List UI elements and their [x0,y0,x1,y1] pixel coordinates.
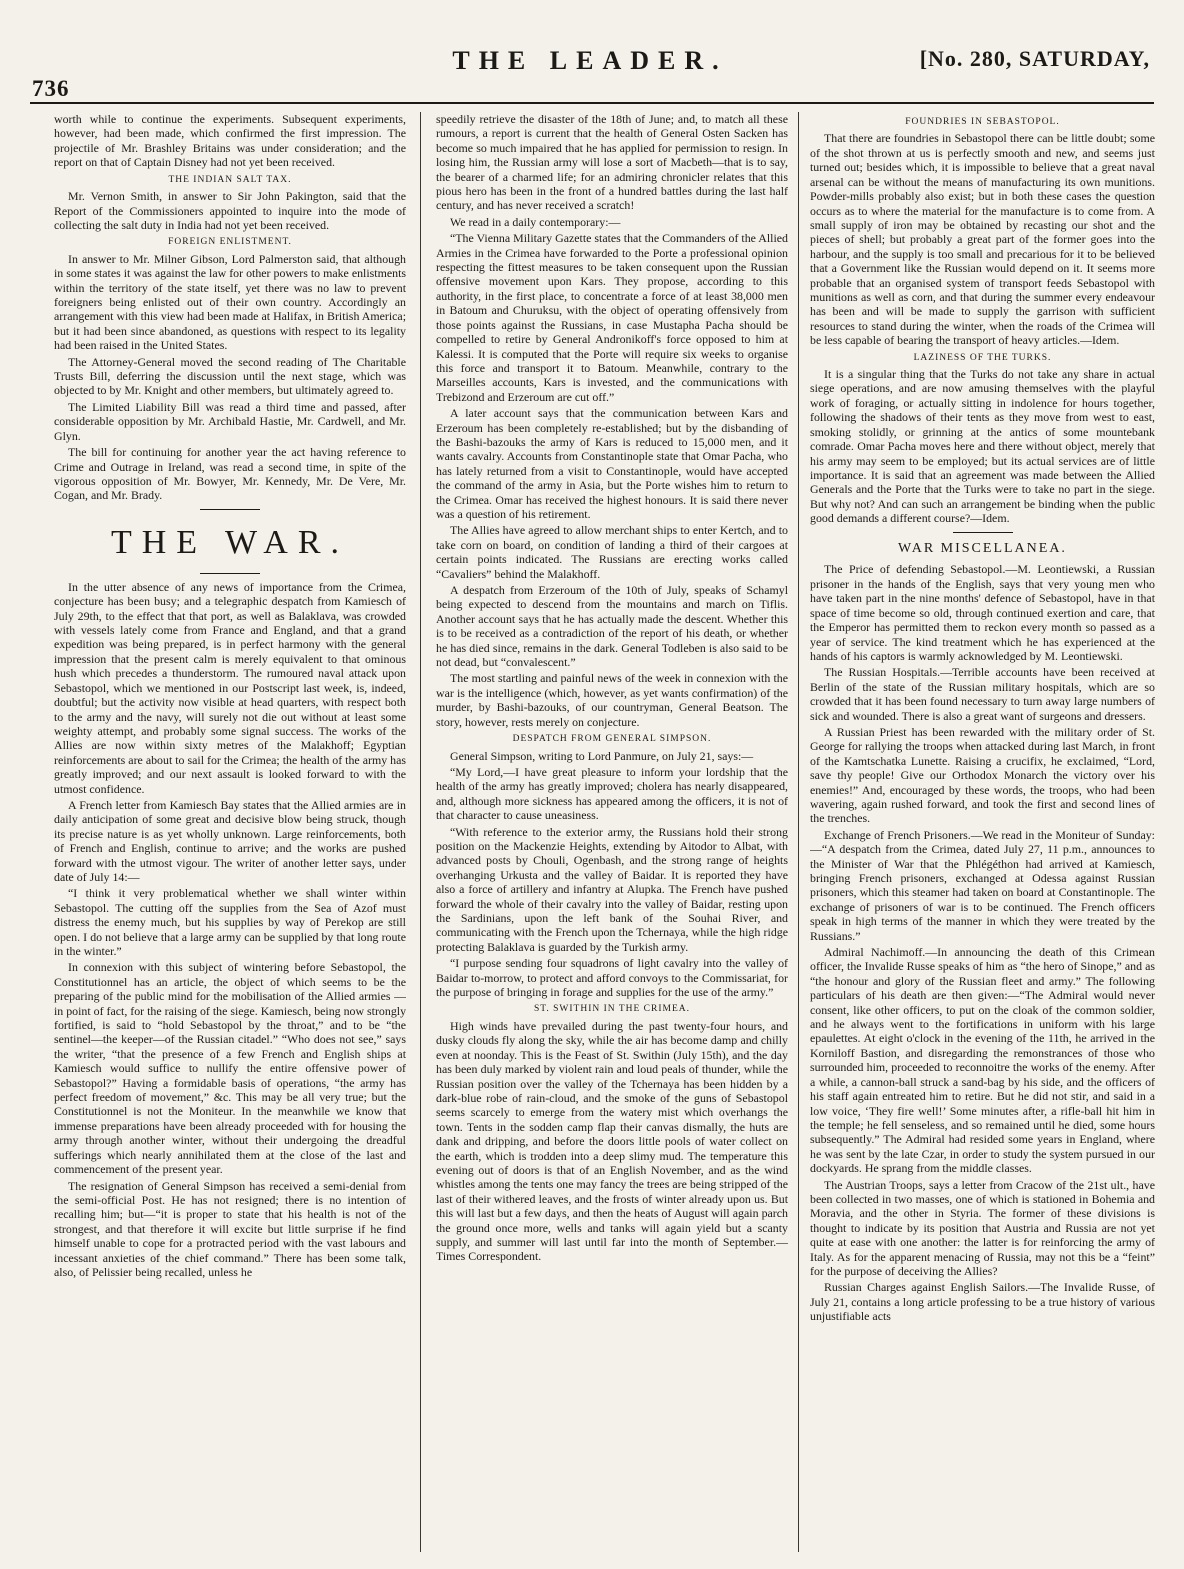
paragraph: The most startling and painful news of the week in connexion with the war is the intelligence (which, however, as yet wants confirmation) of the murder, by Bashi-bazouks, of our countryman, General Beatson. The story, however, rests merely on conjecture. [436,671,788,729]
paragraph: High winds have prevailed during the past twenty-four hours, and dusky clouds fly along the sky, while the air has become damp and chilly even at noonday. This is the Feast of St. Swithin (July 15th), and the day has been duly marked by violent rain and loud peals of thunder, while the Russian position over the valley of the Tchernaya has been hidden by a dark-blue robe of rain-cloud, and the smoke of the guns of Sebastopol seems scarcely to emerge from the watery mist which overhangs the town. Tents in the sodden camp flap their canvas dismally, the huts are dank and dripping, and before the doors little pools of water collect on the earth, which is trodden into a deep slimy mud. The temperature this evening out of doors is that of an English November, and as the wind whistles among the tents one may fancy the trees are being stripped of the last of their withered leaves, and the frosts of winter already upon us. But this will last but a few days, and then the heats of August will again parch the ground once more, wells and tanks will again yield but a scanty supply, and summer will last until far into the month of September.—Times Correspondent. [436,1018,788,1264]
section-title: WAR MISCELLANEA. [898,540,1067,556]
paragraph: In the utter absence of any news of importance from the Crimea, conjecture has been busy; and a telegraphic despatch from Kamiesch of July 29th, to the effect that that port, as well as Balaklava, was crowded with vessels lately come from France and England, and that a grand expedition was being prepared, is in perfect harmony with the general impression that the present calm is merely equivalent to that ominous hush which precedes a thunderstorm. The rumoured naval attack upon Sebastopol, which we mentioned in our Postscript last week, is, indeed, doubtful; but the activity now visible at head quarters, with respect both to the army and the navy, will surely not die out without at least some weighty attempt, and probably some signal success. The works of the Allies are now within sixty metres of the Malakhoff; Egyptian reinforcements are about to sail for the Crimea; the health of the army has greatly improved; and our next assault is looked forward to with the utmost confidence. [54,579,406,796]
divider [200,509,260,510]
paragraph: We read in a daily contemporary:— [450,214,621,229]
section-title: THE WAR. [110,523,350,561]
paragraph: worth while to continue the experiments. Subsequent experiments, however, had been made, which confirmed the first impression. The projectile of Mr. Brashley Britains was under consideration; and the report on that of Captain Disney had not yet been received. [54,112,406,170]
section-heading: FOREIGN ENLISTMENT. [168,237,292,248]
column-separator [420,112,421,1552]
paragraph: A despatch from Erzeroum of the 10th of July, speaks of Schamyl being expected to descend from the mountains and march on Tiflis. Another account says that he has actually made the descent. Whether this is to be received as a contradiction of the report of his death, or whether he has died since, remains in the dark. General Todleben is also said to be not dead, but “convalescent.” [436,583,788,670]
paragraph: Exchange of French Prisoners.—We read in the Moniteur of Sunday:—“A despatch from the Crimea, dated July 27, 11 p.m., announces to the Minister of War that the Phlégéthon had arrived at Kamiesch, bringing French prisoners, exchanged at Odessa against Russian prisoners, which this steamer had taken on board at Constantinople. The exchange of prisoners of war is to be continued. The French officers speak in high terms of the manner in which they were treated by the Russians.” [810,827,1155,943]
paper-title: THE LEADER. [452,46,728,75]
section-heading: DESPATCH FROM GENERAL SIMPSON. [512,734,712,745]
paragraph: speedily retrieve the disaster of the 18th of June; and, to match all these rumours, a report is current that the health of General Osten Sacken has become so much impaired that he has applied for permission to resign. In losing him, the Russian army will lose a sort of Macbeth—that is to say, the bearer of a charmed life; for an admiring chronicler relates that this pious hero has been in the front of a hundred battles during the last half century, and has never received a scratch! [436,112,788,213]
divider [953,532,1013,533]
paragraph: A French letter from Kamiesch Bay states that the Allied armies are in daily anticipation of some great and decisive blow being struck, though its precise nature is as yet wholly unknown. Large reinforcements, both of French and English, continue to arrive; and the works are pushed forward with the utmost vigour. The writer of another letter says, under date of July 14:— [54,797,406,884]
paragraph: Mr. Vernon Smith, in answer to Sir John Pakington, said that the Report of the Commissioners appointed to inquire into the mode of collecting the salt duty in India had not yet been received. [54,189,406,232]
paragraph: The Attorney-General moved the second reading of The Charitable Trusts Bill, deferring the discussion until the next stage, which was objected to by Mr. Knight and other members, but ultimately agreed to. [54,354,406,398]
paragraph: General Simpson, writing to Lord Panmure, on July 21, says:— [450,748,754,763]
paragraph: Russian Charges against English Sailors.—The Invalide Russe, of July 21, contains a long article professing to be a true history of various unjustifiable acts [810,1280,1155,1324]
paragraph: It is a singular thing that the Turks do not take any share in actual siege operations, and are now amusing themselves with the playful work of foraging, or actually sitting in indolence for hours together, following the shadows of their tents as they move from west to east, smoking stolidly, or grinning at the antics of some mountebank comrade. Omar Pacha moves here and there without object, merely that his army may seem to be employed; but its actual services are of little importance. It is said that an agreement was made between the Allied Generals and the Porte that the Turks were to take no part in the siege. But why not? And can such an arrangement be binding when the public good demands a different course?—Idem. [810,367,1155,526]
paragraph: The resignation of General Simpson has received a semi-denial from the semi-official Post. He has not resigned; there is no intention of recalling him; but—“it is proper to state that his health is not of the strongest, and that therefore it will excite but little surprise if he find himself unable to cope for a protracted period with the vast labours and incessant anxieties of the chief command.” There has been some talk, also, of Pelissier being recalled, unless he [54,1178,406,1279]
masthead-rule [30,102,1154,104]
quote-paragraph: “The Vienna Military Gazette states that the Commanders of the Allied Armies in the Crimea have forwarded to the Porte a professional opinion respecting the fittest measures to be taken consequent upon the Russian offensive movement upon Kars. They propose, according to this authority, in the first place, to concentrate a force of at least 38,000 men in Batoum and Churuksu, with the object of operating offensively from those points against the Russians, in case Mustapha Pacha should be compelled to retire by General Andronikoff's force opposed to him at Kalessi. It is computed that the Porte will require six weeks to organise this force and transport it to Batoum. Meanwhile, contrary to the Marseilles accounts, Kars is invested, and the communications with Trebizond and Erzeroum are cut off.” [436,231,788,404]
section-heading: ST. SWITHIN IN THE CRIMEA. [534,1004,690,1015]
section-heading: LAZINESS OF THE TURKS. [913,352,1052,363]
issue-info: [No. 280, SATURDAY, [919,46,1150,71]
column-middle [436,112,788,1557]
paragraph: In answer to Mr. Milner Gibson, Lord Palmerston said, that although in some states it was against the law for other powers to make enlistments within the territory of the state itself, yet there was no law to prevent foreigners being enlisted out of their own country. Accordingly an arrangement with this view had been made at Halifax, in British America; but it had been since abandoned, as questions with respect to its legality had been raised in the United States. [54,251,406,353]
section-heading: FOUNDRIES IN SEBASTOPOL. [905,117,1060,127]
paragraph: The Limited Liability Bill was read a third time and passed, after considerable opposition by Mr. Archibald Hastie, Mr. Cardwell, and Mr. Glyn. [54,399,406,443]
paragraph: The Price of defending Sebastopol.—M. Leontiewski, a Russian prisoner in the hands of the English, says that very young men who have taken part in the nine months' defence of Sebastopol, have in that space of time become so old, through continued exertion and care, that the Emperor has permitted them to reckon every month so passed as a year of service. The kind treatment which he has experienced at the hands of his captors is warmly acknowledged by M. Leontiewski. [810,562,1155,663]
paragraph: The Russian Hospitals.—Terrible accounts have been received at Berlin of the state of the Russian military hospitals, which are so crowded that it has been found necessary to turn away large numbers of sick and wounded. There is also a great want of surgeons and dressers. [810,665,1155,723]
divider [200,573,260,574]
paragraph: Admiral Nachimoff.—In announcing the death of this Crimean officer, the Invalide Russe speaks of him as “the hero of Sinope,” and as “the honour and glory of the Russian fleet and army.” The following particulars of his death are then given:—“The Admiral would never consent, like other officers, to put on the cloak of the common soldier, and he always went to the fortifications in uniform with his large epaulettes. At eight o'clock in the evening of the 11th, he arrived in the Korniloff Bastion, and disregarding the remonstrances of those who surrounded him, proceeded to reconnoitre the works of the enemy. After a while, a cannon-ball struck a sand-bag by his side, and the officers of his staff again entreated him to retire. But he did not stir, and said in a low voice, ‘They fire well!’ Some minutes after, a rifle-ball hit him in the temple; he fell senseless, and so remained until he died, some hours subsequently.” The Admiral had resided some years in England, where he was sent by the late Czar, in order to study the system pursued in our dockyards. He sprang from the middle classes. [810,945,1155,1176]
paragraph: The Allies have agreed to allow merchant ships to enter Kertch, and to take corn on board, on condition of landing a third of their cargoes at certain points indicated. The Russians are erecting works called “Cavaliers” behind the Malakhoff. [436,523,788,581]
quote-paragraph: “With reference to the exterior army, the Russians hold their strong position on the Mackenzie Heights, extending by Aitodor to Albat, with advanced posts by Chouli, Ogenbash, and the strong range of heights overhanging Urkusta and the valley of Baidar. It is reported they have also a force of artillery and infantry at Alupka. The French have pushed forward the whole of their cavalry into the valley of Baidar, resting upon the Sardinians, upon the left bank of the Souhai River, and communicating with the French upon the Tchernaya, while the high ridge protecting Balaklava is guarded by the Turkish army. [436,824,788,954]
paragraph: That there are foundries in Sebastopol there can be little doubt; some of the shot thrown at us is perfectly smooth and new, and seems just turned out; besides which, it is impossible to believe that a great naval arsenal can be without the means of manufacturing its own munitions. Powder-mills probably also exist; but in both these cases the question occurs as to where the material for the manufacture is to come from. A small supply of iron may be obtained by recasting our shot and the pieces of shell; but probably a great part of the former goes into the harbour, and the supply is too small and precarious for it to be believed that a Government like the Russian would depend on it. It seems more probable that an organised system of transport feeds Sebastopol with munitions as well as corn, and that during the summer every endeavour has been and will be made to supply the garrison with sufficient resources to stand during the winter, when the roads of the Crimea will be less capable of bearing the transport of heavy articles.—Idem. [810,131,1155,348]
quote-paragraph: “My Lord,—I have great pleasure to inform your lordship that the health of the army has greatly improved; cholera has nearly disappeared, and, although more sickness has appeared among the officers, it is not of that character to cause uneasiness. [436,764,788,823]
paragraph: The Austrian Troops, says a letter from Cracow of the 21st ult., have been collected in two masses, one of which is stationed in Bohemia and Moravia, and the other in Styria. The former of these divisions is thought to indicate by its position that Austria and Russia are not yet quite at ease with one another: the latter is for reinforcing the army of Italy. As for the apparent menacing of Russia, may not this be a “feint” for the purpose of deceiving the Allies? [810,1177,1155,1278]
column-separator [798,112,799,1552]
paragraph: In connexion with this subject of wintering before Sebastopol, the Constitutionnel has an article, the object of which seems to be the preparing of the public mind for the mobilisation of the Allied armies —in point of fact, for the raising of the siege. Kamiesch, being now strongly fortified, is said to “hold Sebastopol by the throat,” and to be “the sentinel—the keeper—of the Russian citadel.” “Who does not see,” says the writer, “that the presence of a few French and English ships at Kamiesch would suffice to nullify the entire offensive power of Sebastopol?” Having a formidable basis of operations, “the army has perfect freedom of movement,” &c. This may be all very true; but the Constitutionnel is not the Moniteur. In the meanwhile we know that immense preparations have been already proceeded with for housing the army through another winter, without their undergoing the dreadful sufferings which nearly annihilated them at the close of the last and commencement of the present year. [54,960,406,1177]
quote-paragraph: “I think it very problematical whether we shall winter within Sebastopol. The cutting off the supplies from the Sea of Azof must distress the enemy much, but his supplies by way of Perekop are still open. I do not believe that a large army can be supplied by that long route in the winter.” [54,886,406,958]
paragraph: A Russian Priest has been rewarded with the military order of St. George for rallying the troops when attacked during last March, in front of the Kamtschatka Lunette. Raising a crucifix, he exclaimed, “Lord, save thy people! Give our Orthodox Monarch the victory over his enemies!” And, encouraged by these words, the troops, who had been wavering, again rushed forward, and took the first and second lines of the trenches. [810,724,1155,826]
quote-paragraph: “I purpose sending four squadrons of light cavalry into the valley of Baidar to-morrow, to protect and afford convoys to the Commissariat, for the purpose of bringing in forage and supplies for the use of the army.” [436,956,788,1000]
section-heading: THE INDIAN SALT TAX. [168,174,292,185]
masthead [30,42,1150,102]
paragraph: The bill for continuing for another year the act having reference to Crime and Outrage in Ireland, was read a second time, in spite of the vigorous opposition of Mr. Bowyer, Mr. Kennedy, Mr. De Vere, Mr. Cogan, and Mr. Brady. [54,445,406,503]
paragraph: A later account says that the communication between Kars and Erzeroum has been completely re-established; but by the disbanding of the Bashi-bazouks the army of Kars is reduced to 15,000 men, and it wants cavalry. Accounts from Constantinople state that Omar Pacha, who has lately returned from a visit to Constantinople, would have accepted the command of the army in Asia, but the Porte wishes him to return to the Crimea. Omar has received the highest honours. It is said there never was a question of his retirement. [436,406,788,521]
column-right [810,112,1155,1557]
column-left [54,112,406,1557]
page-number: 736 [32,76,70,101]
